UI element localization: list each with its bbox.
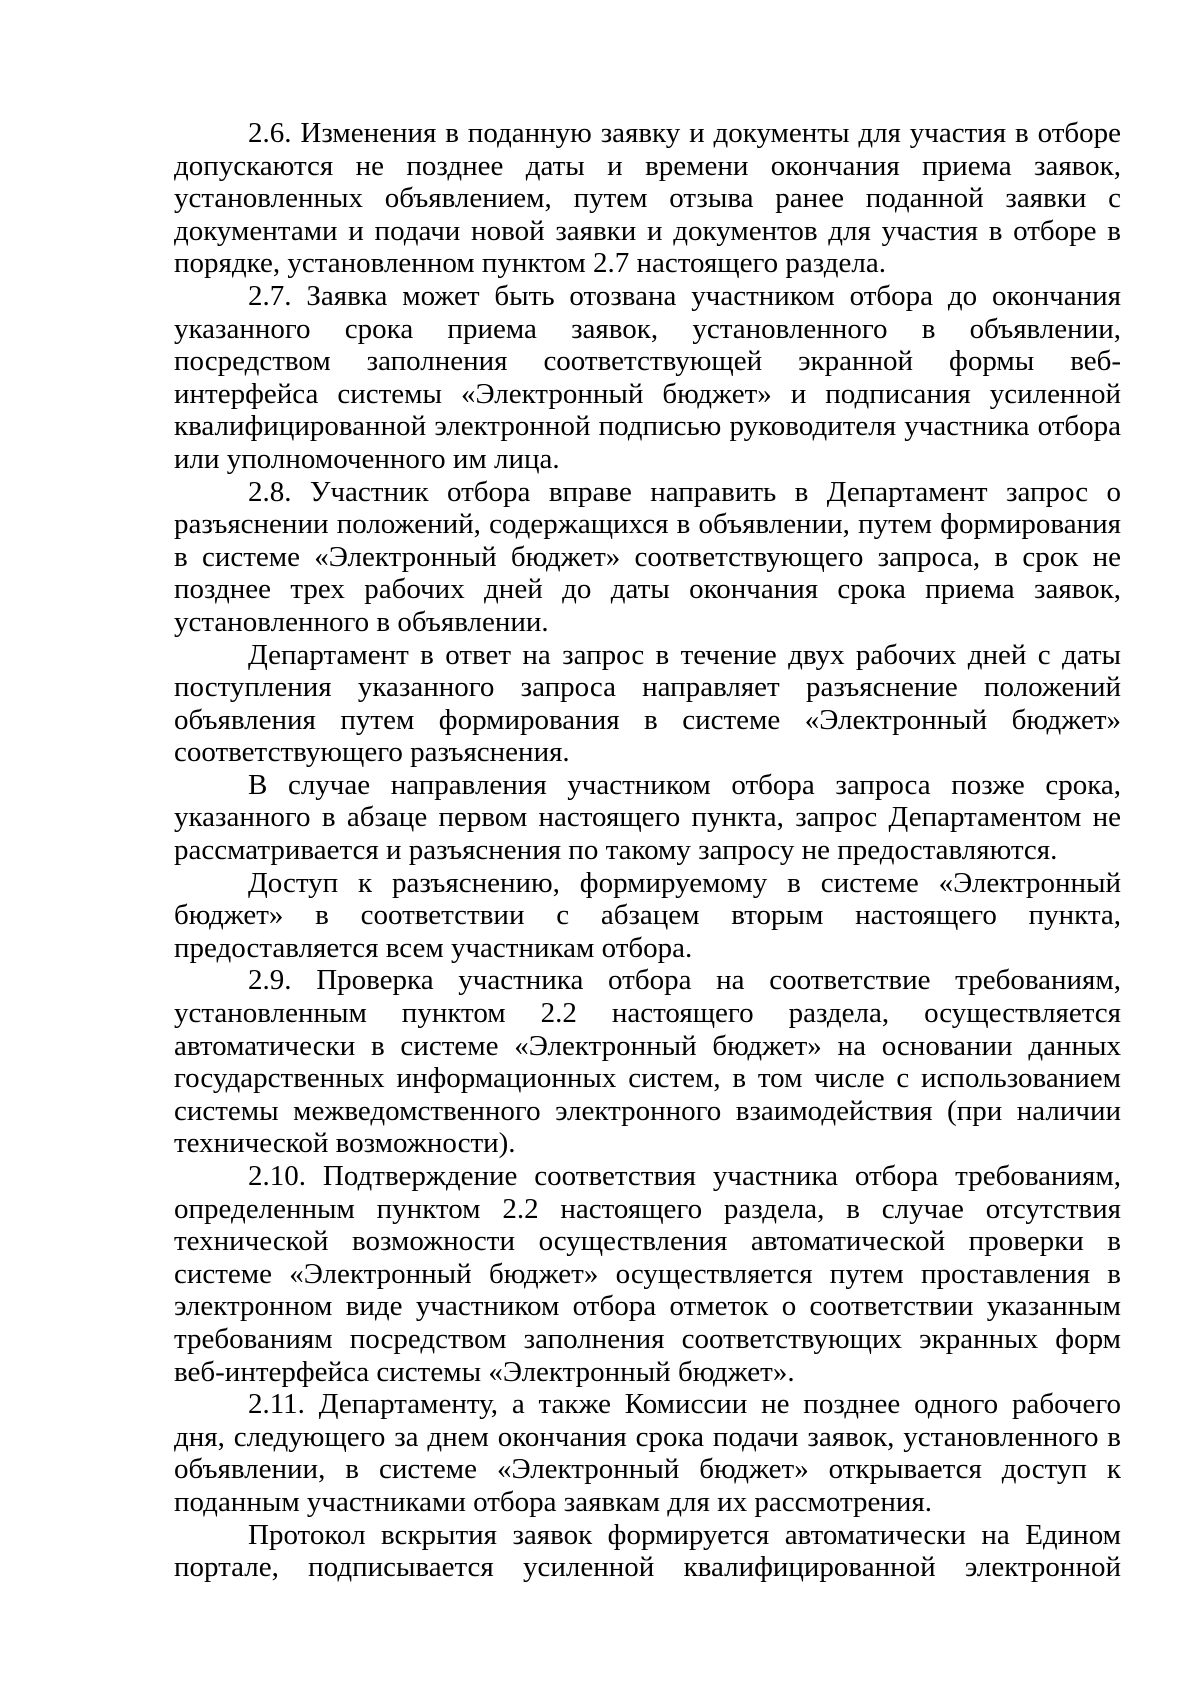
paragraph-2-6: 2.6. Изменения в поданную заявку и документы для участия в отборе допускаются не позднее даты и времени окончания приема заявок, установленных объявлением, путем отзыва ранее поданной заявки с документами и подачи новой заявки и документов для участия в отборе в порядке, установленном пунктом 2.7 настоящего раздела.: [174, 117, 1121, 280]
paragraph-2-11: 2.11. Департаменту, а также Комиссии не позднее одного рабочего дня, следующего за днем окончания срока подачи заявок, установленного в объявлении, в системе «Электронный бюджет» открывается доступ к поданным участниками отбора заявкам для их рассмотрения.: [174, 1388, 1121, 1518]
paragraph-2-8-response: Департамент в ответ на запрос в течение двух рабочих дней с даты поступления указанного запроса направляет разъяснение положений объявления путем формирования в системе «Электронный бюджет» соответствующего разъяснения.: [174, 638, 1121, 769]
paragraph-2-8: 2.8. Участник отбора вправе направить в Департамент запрос о разъяснении положений, содержащихся в объявлении, путем формирования в системе «Электронный бюджет» соответствующего запроса, в срок не позднее трех рабочих дней до даты окончания срока приема заявок, установленного в объявлении.: [174, 475, 1121, 638]
paragraph-2-8-late-request: В случае направления участником отбора запроса позже срока, указанного в абзаце первом настоящего пункта, запрос Департаментом не рассматривается и разъяснения по такому запросу не предоставляются.: [174, 768, 1121, 867]
paragraph-2-10: 2.10. Подтверждение соответствия участника отбора требованиям, определенным пунктом 2.2 настоящего раздела, в случае отсутствия технической возможности осуществления автоматической проверки в системе «Электронный бюджет» осуществляется путем проставления в электронном виде участником отбора отметок о соответствии указанным требованиям посредством заполнения соответствующих экранных форм веб-интерфейса системы «Электронный бюджет».: [174, 1160, 1121, 1388]
paragraph-2-11-protocol: Протокол вскрытия заявок формируется автоматически на Едином портале, подписывается усиленной квалифицированной электронной: [174, 1518, 1121, 1584]
paragraph-2-9: 2.9. Проверка участника отбора на соответствие требованиям, установленным пунктом 2.2 настоящего раздела, осуществляется автоматически в системе «Электронный бюджет» на основании данных государственных информационных систем, в том числе с использованием системы межведомственного электронного взаимодействия (при наличии технической возможности).: [174, 964, 1121, 1160]
document-page: [174, 117, 1121, 1584]
paragraph-2-7: 2.7. Заявка может быть отозвана участником отбора до окончания указанного срока приема заявок, установленного в объявлении, посредством заполнения соответствующей экранной формы веб-интерфейса системы «Электронный бюджет» и подписания усиленной квалифицированной электронной подписью руководителя участника отбора или уполномоченного им лица.: [174, 279, 1121, 475]
paragraph-2-8-access: Доступ к разъяснению, формируемому в системе «Электронный бюджет» в соответствии с абзацем вторым настоящего пункта, предоставляется всем участникам отбора.: [174, 866, 1121, 964]
